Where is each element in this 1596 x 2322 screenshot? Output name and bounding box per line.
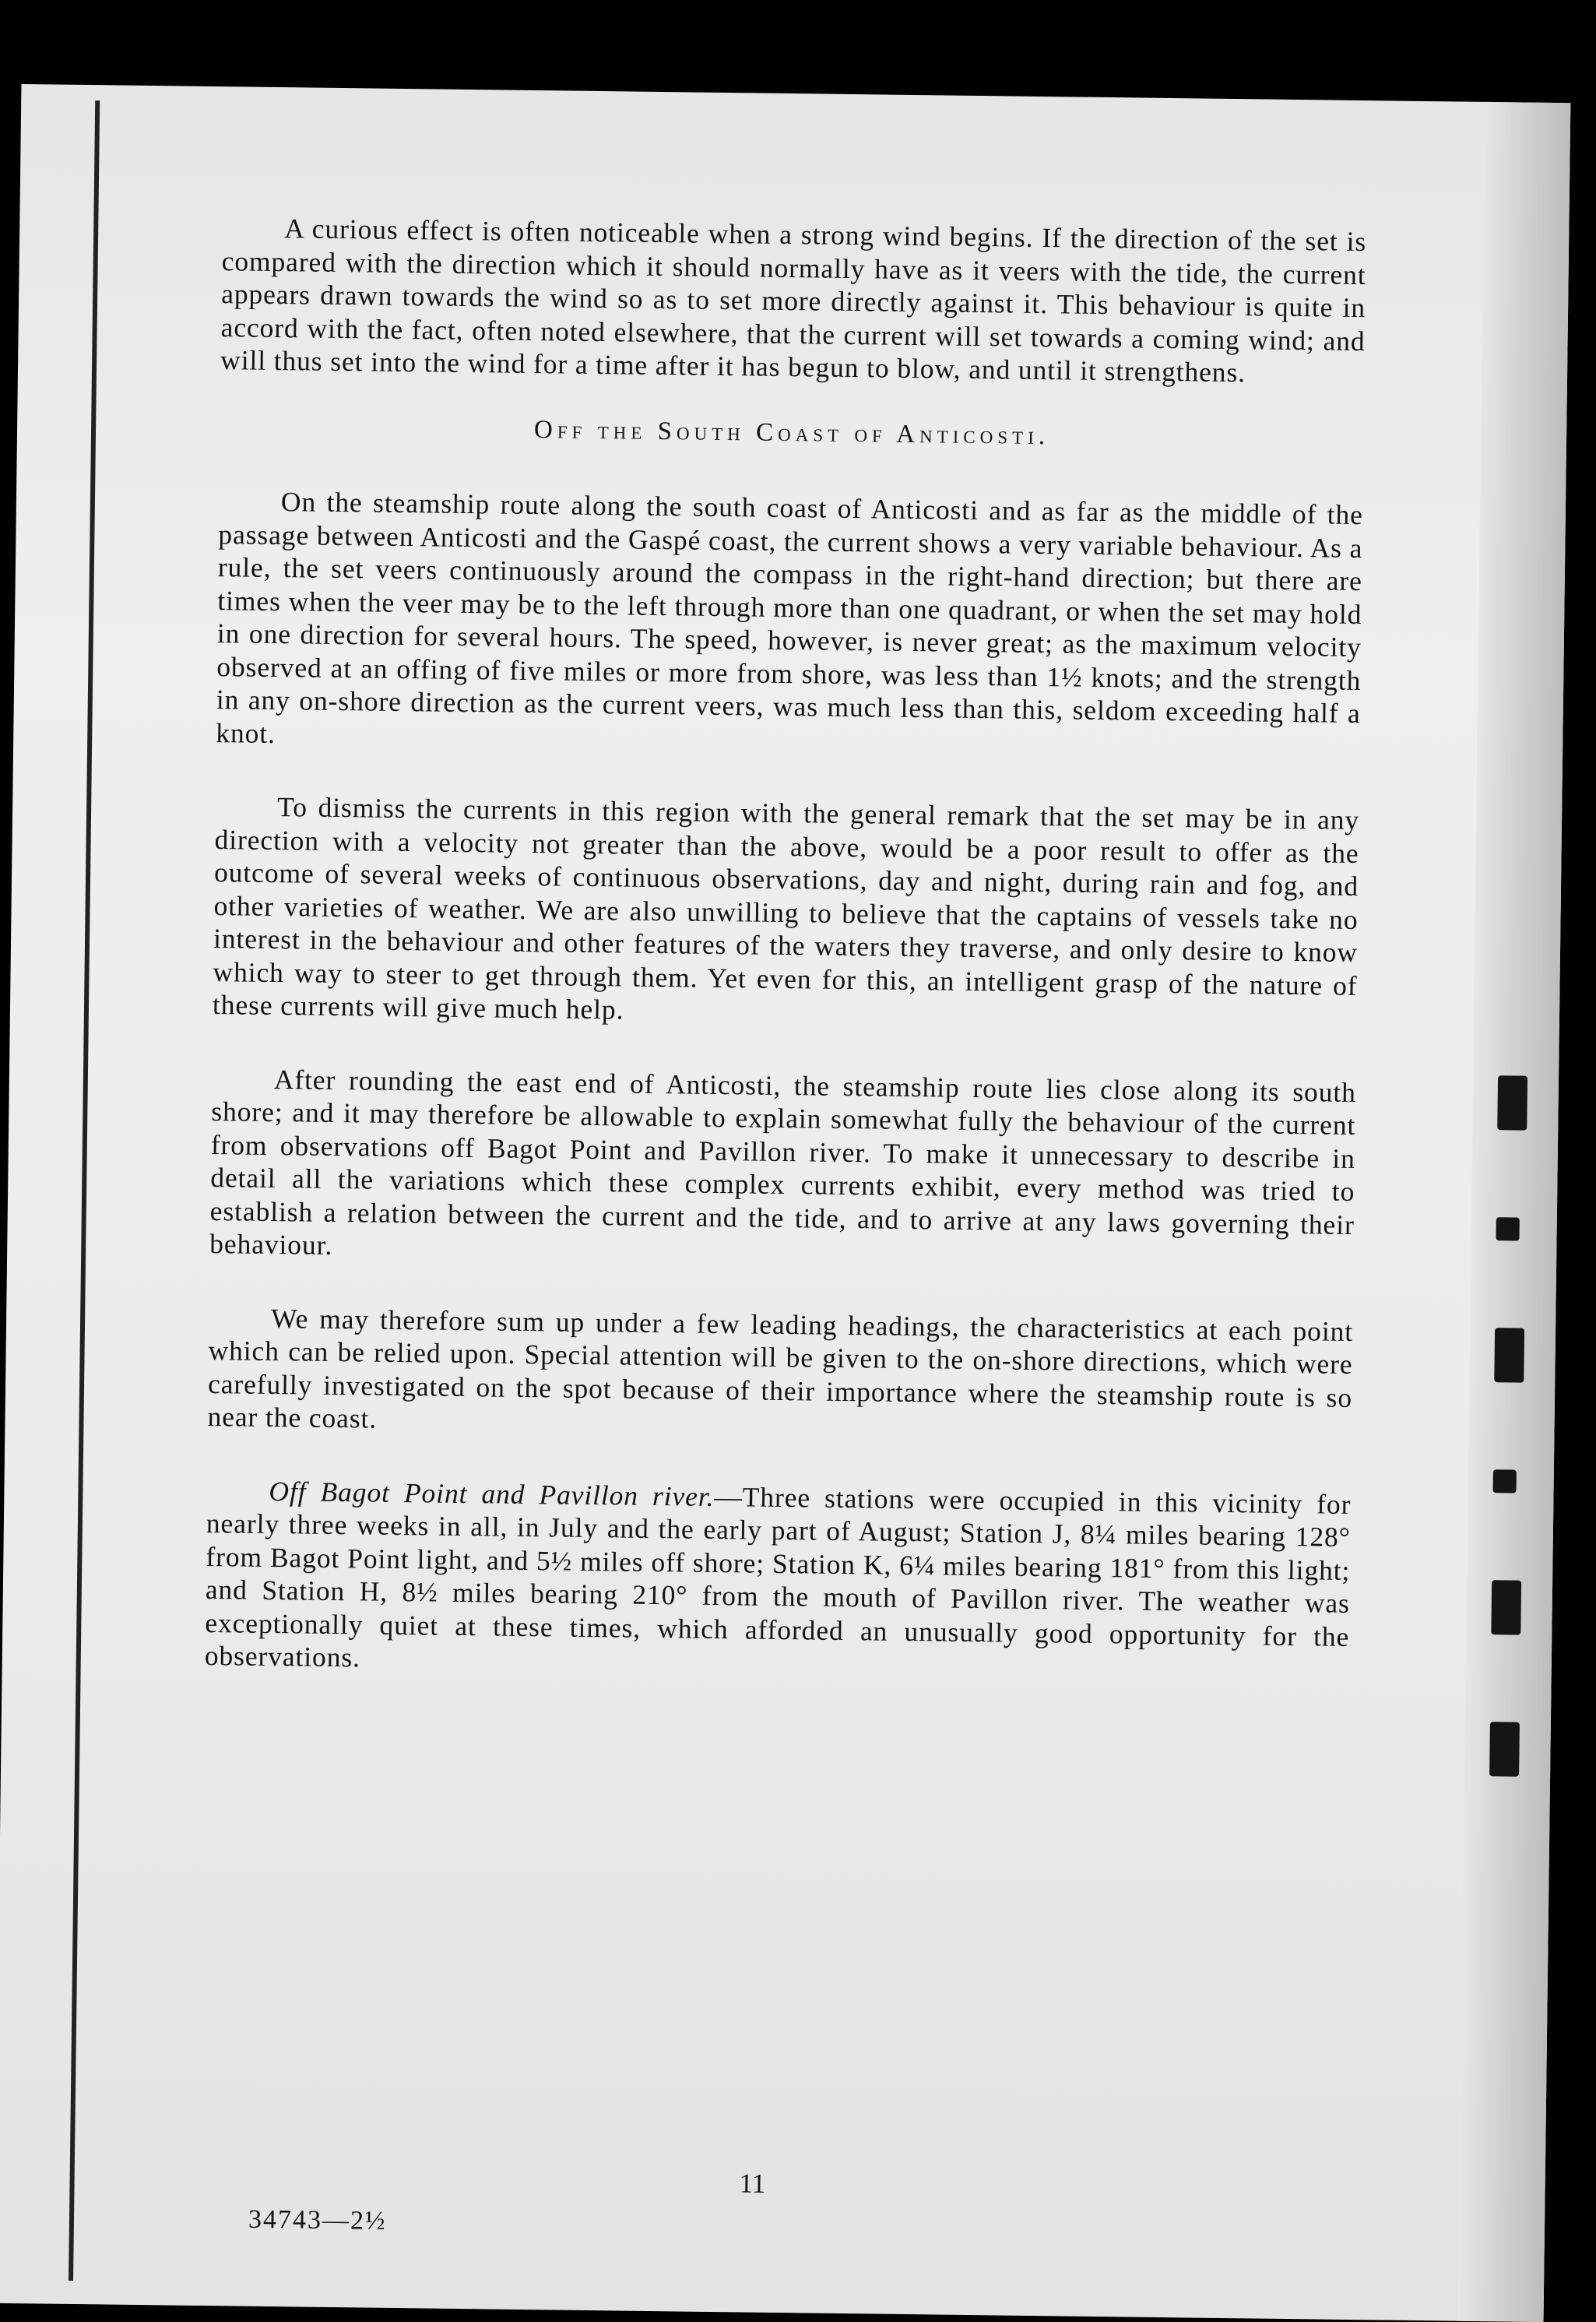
paragraph: We may therefore sum up under a few leading headings, the characteristics at each point which can be relied upon. Special attention will be given to the on-shore directions, which were carefully investigated on the spot because of their importance where the steamship route is so near the coast.	[207, 1302, 1354, 1434]
paragraph: To dismiss the currents in this region with the general remark that the set may be in any direction with a velocity not greater than the above, would be a poor result to offer as the outcome of several weeks of continuous observations, day and night, during rain and fog, and other varieties of weather. We are also unwilling to believe that the captains of vessels take no interest in the behaviour and other features of the waters they traverse, and only desire to know which way to steer to get through them. Yet even for this, an intelligent grasp of the nature of these currents will give much help.	[212, 791, 1360, 1026]
paragraph: On the steamship route along the south coast of Anticosti and as far as the middle of the passage between Anticosti and the Gaspé coast, the current shows a very variable behaviour. As a rule, the set veers continuously around the compass in the right-hand direction; but there are times when the veer may be to the left through more than one quadrant, or when the set may hold in one direction for several hours. The speed, however, is never great; as the maximum velocity observed at an offing of five miles or more from shore, was less than 1½ knots; and the strength in any on-shore direction as the current veers, was much less than this, seldom exceeding half a knot.	[216, 486, 1364, 749]
paragraph: After rounding the east end of Anticosti, the steamship route lies close along its south shore; and it may therefore be allowable to explain somewhat fully the behaviour of the current from observations off Bagot Point and Pavillon river. To make it unnecessary to describe in detail all the variations which these complex currents exhibit, every method was tried to establish a relation between the current and the tide, and to arrive at any laws governing their behaviour.	[209, 1063, 1357, 1261]
paragraph-lead: Off Bagot Point and Pavillon river.	[269, 1475, 715, 1512]
paragraph: A curious effect is often noticeable when a strong wind begins. If the direction of the set is compared with the direction which it should normally have as it veers with the tide, the current appears drawn towards the wind so as to set more directly against it. This behaviour is quite in accord with the fact, often noted elsewhere, that the current will set towards a coming wind; and will thus set into the wind for a time after it has begun to blow, and until it strengthens.	[220, 213, 1367, 389]
paragraph	[205, 1473, 1352, 1686]
edge-mark	[1491, 1580, 1521, 1634]
edge-mark	[1489, 1722, 1520, 1776]
page-sheet	[0, 84, 1570, 2322]
edge-mark	[1494, 1328, 1524, 1382]
edge-mark	[1496, 1217, 1519, 1240]
plate-number: 34743—2½	[248, 2204, 387, 2236]
page-number: 11	[739, 2168, 766, 2199]
body-text	[204, 211, 1366, 1726]
edge-mark	[1497, 1075, 1527, 1130]
page-edge	[1458, 102, 1571, 2322]
paragraph-body: —Three stations were occupied in this vicinity for nearly three weeks in all, in July and the early part of August; Station J, 8¼ miles bearing 128° from Bagot Point light, and 5½ miles off shore; Station K, 6¼ miles bearing 181° from this light; and Station H, 8½ miles bearing 210° from the mouth of Pavillon river. The weather was exceptionally quiet at these times, which afforded an unusually good opportunity for the observations.	[204, 1480, 1352, 1673]
edge-marks	[1489, 1075, 1535, 1777]
section-heading: Off the South Coast of Anticosti.	[533, 415, 1050, 450]
binding-edge	[69, 100, 100, 2281]
edge-mark	[1493, 1469, 1517, 1493]
